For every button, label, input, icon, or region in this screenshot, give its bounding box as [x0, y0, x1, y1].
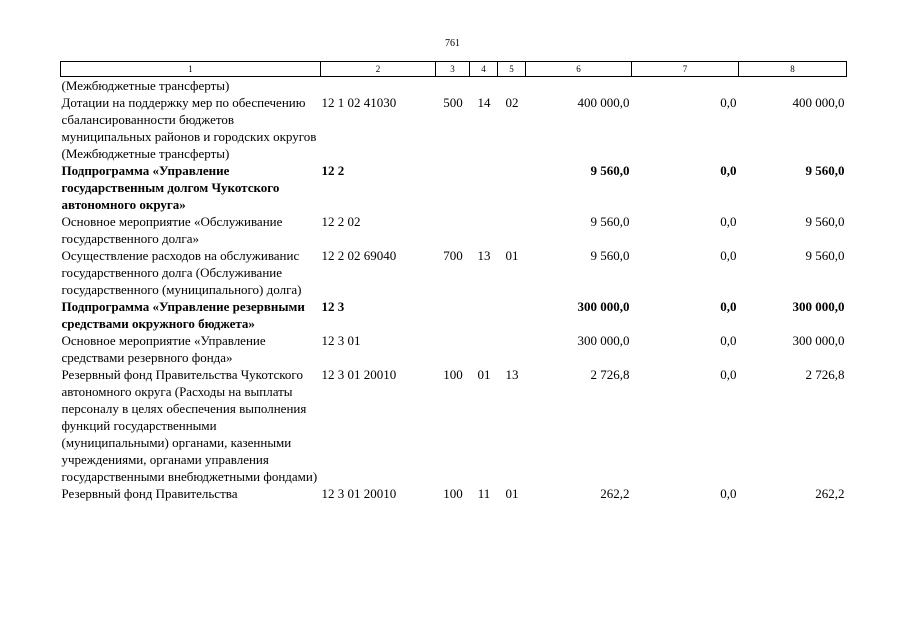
- row-rz: [470, 298, 498, 332]
- header-col-3: 3: [436, 62, 470, 77]
- row-vr: 700: [443, 248, 463, 263]
- row-code: 12 2 02: [321, 214, 361, 229]
- row-sum-col8: 9 560,0: [805, 214, 845, 229]
- header-col-7: 7: [632, 62, 739, 77]
- row-pr: 01: [505, 248, 519, 263]
- row-name: Подпрограмма «Управление государственным долгом Чукотского автономного округа»: [61, 163, 280, 212]
- row-sum-col7: 0,0: [720, 367, 737, 382]
- row-rz: 13: [477, 248, 491, 263]
- row-sum-col6: 9 560,0: [590, 163, 630, 178]
- header-col-8: 8: [739, 62, 847, 77]
- header-row: [61, 62, 847, 77]
- table-row: [61, 247, 847, 298]
- row-vr: [436, 77, 470, 95]
- page-number: 761: [445, 38, 460, 49]
- row-name: Основное мероприятие «Обслуживание государственного долга»: [61, 214, 283, 246]
- row-code: 12 2 02 69040: [321, 248, 397, 263]
- row-sum-col7: 0,0: [720, 163, 737, 178]
- row-pr: [498, 77, 526, 95]
- row-sum-col6: 300 000,0: [577, 333, 630, 348]
- row-rz: 01: [477, 367, 491, 382]
- header-col-5: 5: [498, 62, 526, 77]
- header-col-4: 4: [470, 62, 498, 77]
- row-name: Осуществление расходов на обслуживанис государственного долга (Обслуживание государственного (муниципального) долга): [61, 248, 302, 297]
- row-vr: 100: [443, 486, 463, 501]
- row-sum-col7: [632, 77, 739, 95]
- row-sum-col7: 0,0: [720, 486, 737, 501]
- row-sum-col6: 400 000,0: [577, 95, 630, 110]
- row-name: Подпрограмма «Управление резервными средствами окружного бюджета»: [61, 299, 305, 331]
- row-sum-col7: 0,0: [720, 299, 737, 314]
- row-sum-col6: [526, 77, 632, 95]
- table-row: [61, 332, 847, 366]
- row-sum-col6: 9 560,0: [590, 214, 630, 229]
- table-row: [61, 298, 847, 332]
- row-sum-col8: 400 000,0: [792, 95, 845, 110]
- row-name: Основное мероприятие «Управление средствами резервного фонда»: [61, 333, 266, 365]
- row-sum-col8: 300 000,0: [792, 299, 845, 314]
- row-pr: [498, 298, 526, 332]
- table-row: [61, 94, 847, 162]
- row-pr: [498, 213, 526, 247]
- row-name: (Межбюджетные трансферты): [61, 78, 230, 93]
- row-rz: [470, 332, 498, 366]
- row-code: 12 1 02 41030: [321, 95, 397, 110]
- row-vr: [436, 213, 470, 247]
- row-rz: [470, 213, 498, 247]
- row-pr: [498, 332, 526, 366]
- row-rz: 11: [477, 486, 491, 501]
- table-header: [61, 62, 847, 77]
- row-name: Дотации на поддержку мер по обеспечению сбалансированности бюджетов муниципальных районов и городских округов (Межбюджетные трансферты): [61, 95, 317, 161]
- table-row: [61, 366, 847, 485]
- row-sum-col7: 0,0: [720, 333, 737, 348]
- row-vr: [436, 162, 470, 213]
- header-col-2: 2: [321, 62, 436, 77]
- budget-table: [60, 61, 847, 502]
- row-code: 12 3: [321, 299, 345, 314]
- row-sum-col8: [739, 77, 847, 95]
- row-name: Резервный фонд Правительства: [61, 486, 238, 501]
- row-vr: [436, 332, 470, 366]
- row-pr: 01: [505, 486, 519, 501]
- row-vr: [436, 298, 470, 332]
- row-rz: 14: [477, 95, 491, 110]
- table-row: [61, 485, 847, 502]
- row-code: 12 3 01 20010: [321, 486, 397, 501]
- table-row: [61, 77, 847, 95]
- row-sum-col6: 9 560,0: [590, 248, 630, 263]
- table-body: [61, 77, 847, 503]
- row-code: 12 3 01 20010: [321, 367, 397, 382]
- header-col-6: 6: [526, 62, 632, 77]
- row-sum-col8: 9 560,0: [805, 248, 845, 263]
- row-sum-col8: 2 726,8: [805, 367, 845, 382]
- header-col-1: 1: [61, 62, 321, 77]
- row-vr: 500: [443, 95, 463, 110]
- row-sum-col7: 0,0: [720, 214, 737, 229]
- row-rz: [470, 77, 498, 95]
- row-sum-col6: 300 000,0: [577, 299, 630, 314]
- row-code: 12 2: [321, 163, 345, 178]
- row-name: Резервный фонд Правительства Чукотского автономного округа (Расходы на выплаты персоналу в целях обеспечения выполнения функций государственными (муниципальными) органами, казенными учреждениями, органами управления государственными внебюджетными фондами): [61, 367, 318, 484]
- row-sum-col8: 262,2: [815, 486, 845, 501]
- row-sum-col8: 9 560,0: [805, 163, 845, 178]
- row-sum-col8: 300 000,0: [792, 333, 845, 348]
- row-code: [321, 77, 436, 95]
- row-sum-col7: 0,0: [720, 95, 737, 110]
- row-pr: 13: [505, 367, 519, 382]
- row-sum-col6: 262,2: [600, 486, 630, 501]
- row-rz: [470, 162, 498, 213]
- row-code: 12 3 01: [321, 333, 361, 348]
- row-sum-col6: 2 726,8: [590, 367, 630, 382]
- row-pr: 02: [505, 95, 519, 110]
- table-row: [61, 162, 847, 213]
- row-sum-col7: 0,0: [720, 248, 737, 263]
- row-pr: [498, 162, 526, 213]
- row-vr: 100: [443, 367, 463, 382]
- table-row: [61, 213, 847, 247]
